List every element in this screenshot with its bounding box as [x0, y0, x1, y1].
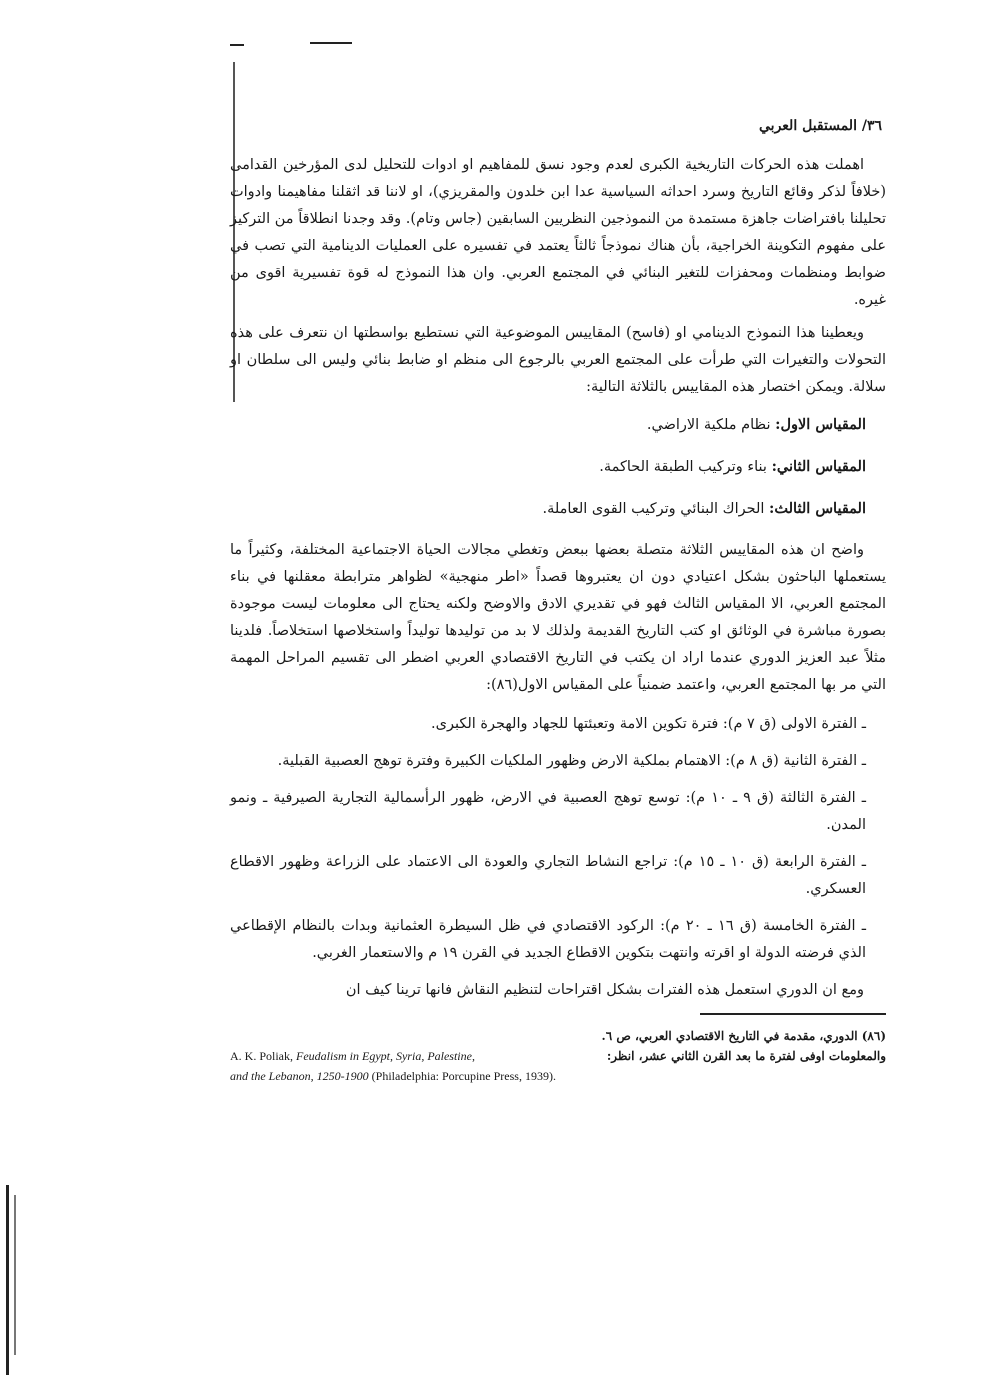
period-3: ـ الفترة الثالثة (ق ٩ ـ ١٠ م): توسع توهج العصبية في الارض، ظهور الرأسمالية التجارية الصيرفية ـ ونمو المدن. [230, 790, 866, 833]
footnote-rule [700, 1013, 886, 1015]
footnote-arabic-note: والمعلومات اوفى لفترة ما بعد القرن الثاني عشر، انظر: [606, 1049, 886, 1063]
paragraph-4: ومع ان الدوري استعمل هذه الفترات بشكل اقتراحات لتنظيم النقاش فانها ترينا كيف ان [345, 982, 864, 998]
measure-3-text: الحراك البنائي وتركيب القوى العاملة. [542, 501, 770, 517]
measure-1 [230, 411, 886, 439]
ref-author: A. K. Poliak, [230, 1049, 296, 1063]
measure-2-label: المقياس الثاني: [771, 458, 866, 475]
paragraph-2: ويعطينا هذا النموذج الدينامي او (فاسح) المقاييس الموضوعية التي نستطيع بواسطتها ان نتعرف على هذه التحولات والتغيرات التي طرأت على المجتمع العربي بالرجوع الى منظم او ضابط بنائي وليس الى سلطان او سلالة. ويمكن اختصار هذه المقاييس بالثلاثة التالية: [230, 325, 886, 395]
measure-3 [230, 495, 886, 523]
footnote-reference [230, 1046, 556, 1086]
measure-1-text: نظام ملكية الاراضي. [646, 417, 776, 433]
measure-2-text: بناء وتركيب الطبقة الحاكمة. [599, 459, 772, 475]
ref-title-1: Feudalism in Egypt, Syria, Palestine, [296, 1049, 475, 1063]
measure-2 [230, 453, 886, 481]
ref-publisher: (Philadelphia: Porcupine Press, 1939). [368, 1069, 556, 1083]
period-2: ـ الفترة الثانية (ق ٨ م): الاهتمام بملكية الارض وظهور الملكيات الكبيرة وفترة توهج العصبية القبلية. [277, 753, 866, 769]
running-header: ٣٦/ المستقبل العربي [759, 118, 882, 134]
paragraph-3: واضح ان هذه المقاييس الثلاثة متصلة بعضها ببعض وتغطي مجالات الحياة الاجتماعية المختلفة، وكثيراً ما يستعملها الباحثون بشكل اعتيادي دون ان يعتبروها قصداً «اطر منهجية» لظواهر مترابطة معقلنها في بناء المجتمع العربي، الا المقياس الثالث فهو في تقديري الادق والاوضح ولكنه يحتاج الى معلومات ليست موجودة بصورة مباشرة في الوثائق او كتب التاريخ القديمة ولذلك لا بد من توليدها توليداً واستخلاصها استخلاصاً. فلدينا مثلاً عبد العزيز الدوري عندما اراد ان يكتب في التاريخ الاقتصادي العربي اضطر الى تقسيم المراحل المهمة التي مر بها المجتمع العربي، واعتمد ضمنياً على المقياس الاول(٨٦): [230, 542, 886, 693]
scan-mark-top [310, 42, 352, 44]
period-4: ـ الفترة الرابعة (ق ١٠ ـ ١٥ م): تراجع النشاط التجاري والعودة الى الاعتماد على الزراعة وظهور الاقطاع العسكري. [230, 854, 866, 897]
body-text [230, 152, 886, 1010]
footnotes [230, 1026, 886, 1086]
measure-3-label: المقياس الثالث: [769, 500, 866, 517]
measure-1-label: المقياس الاول: [775, 416, 866, 433]
period-1: ـ الفترة الاولى (ق ٧ م): فترة تكوين الامة وتعبئتها للجهاد والهجرة الكبرى. [431, 716, 866, 732]
footnote-reference-row [230, 1046, 886, 1086]
paragraph-1: اهملت هذه الحركات التاريخية الكبرى لعدم وجود نسق للمفاهيم او ادوات للتحليل لدى المؤرخين القدامى (خلافاً لذكر وقائع التاريخ وسرد احداثه السياسية عدا ابن خلدون والمقريزي)، او لاننا قد اثقلنا مفاهيمنا وادوات تحليلنا بافتراضات جاهزة مستمدة من النموذجين النظريين السابقين (جاس وتام). وقد وجدنا انطلاقاً من التركيز على مفهوم التكوينة الخراجية، بأن هناك نموذجاً ثالثاً يعتمد في تفسيره على العمليات الدينامية التي تصب في ضوابط ومنظمات ومحفزات للتغير البنائي في المجتمع العربي. وان هذا النموذج له قوة تفسيرية اقوى من غيره. [230, 157, 886, 308]
scan-bar-bottom-left-2 [14, 1195, 16, 1355]
footnote-86: (٨٦) الدوري، مقدمة في التاريخ الاقتصادي العربي، ص ٦. [601, 1029, 886, 1043]
scan-mark-top-left [230, 44, 244, 46]
scan-bar-bottom-left [6, 1185, 9, 1375]
ref-title-2: and the Lebanon, 1250-1900 [230, 1069, 369, 1083]
period-5: ـ الفترة الخامسة (ق ١٦ ـ ٢٠ م): الركود الاقتصادي في ظل السيطرة العثمانية وبدات بالنظام الإقطاعي الذي فرضته الدولة او اقرته وانتهت بتكوين الاقطاع الجديد في القرن ١٩ م والاستعمار الغربي. [230, 918, 866, 961]
